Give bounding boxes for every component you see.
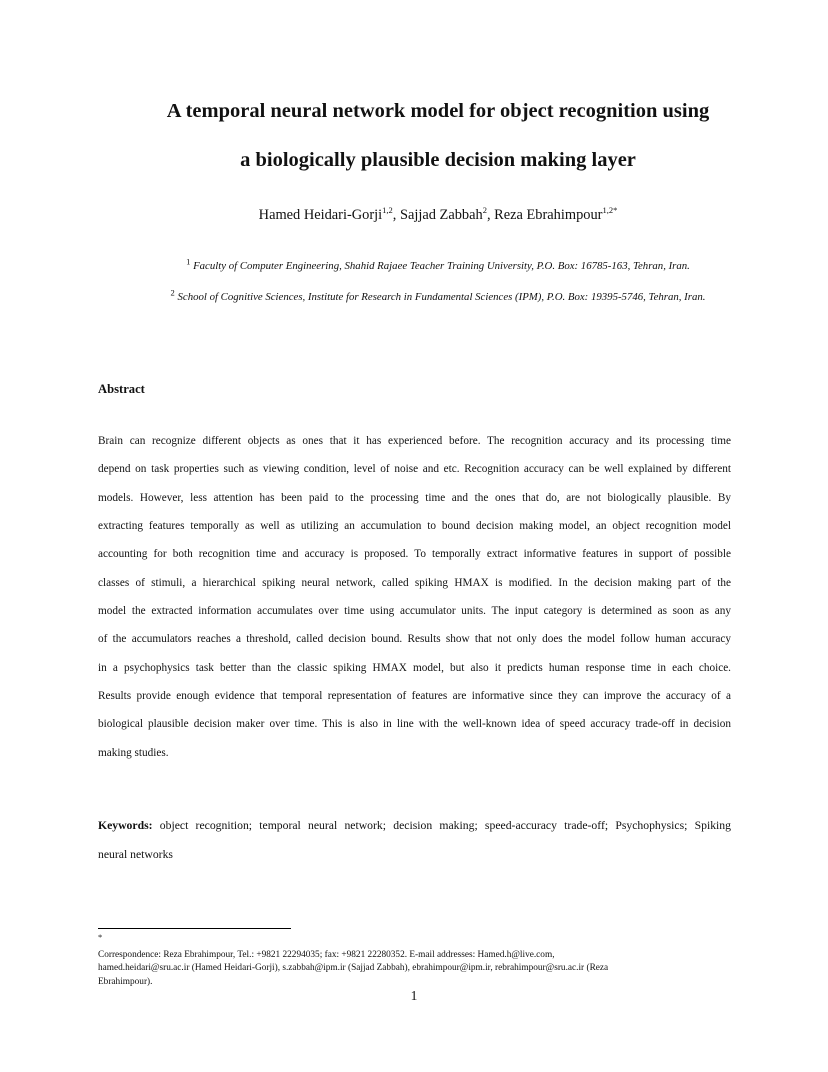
footnote-line: Ebrahimpour). [98,976,153,987]
keywords-block [98,812,731,869]
footnote-text: Correspondence: Reza Ebrahimpour, Tel.: +9821 22294035; fax: +9821 22280352. E-mail addresses: Hamed.h@live.com, [98,950,555,961]
abstract-line: in a psychophysics task better than the classic spiking HMAX model, but also it predicts human response time in each choice. [98,661,731,674]
abstract-line: of the accumulators reaches a threshold, called decision bound. Results show that not only does the model follow human accuracy [98,633,731,646]
correspondence-footnote [98,931,698,989]
abstract-line: models. However, less attention has been paid to the processing time and the ones that do, are not biologically plausible. By [98,491,731,504]
abstract-line: classes of stimuli, a hierarchical spiking neural network, called spiking HMAX is modified. In the decision making part of the [98,576,731,589]
affiliation-text: School of Cognitive Sciences, Institute for Research in Fundamental Sciences (IPM), P.O. Box: 19395-5746, Tehran, Iran. [177,291,706,303]
keywords-line-2: neural networks [98,847,173,861]
affiliation-mark: 1 [186,256,191,267]
abstract-body [98,427,731,767]
author-name: Hamed Heidari-Gorji [258,207,383,223]
abstract-line: biological plausible decision maker over time. This is also in line with the well-known idea of speed accuracy trade-off in decision [98,718,731,731]
abstract-line: extracting features temporally as well as utilizing an accumulation to bound decision making model, an object recognition model [98,520,731,533]
affiliation-text: Faculty of Computer Engineering, Shahid Rajaee Teacher Training University, P.O. Box: 16785-163, Tehran, Iran. [193,260,690,272]
author-affiliation-mark: 1,2 [382,205,393,216]
affiliation-2 [100,287,776,303]
paper-title-line-1: A temporal neural network model for object recognition using [166,100,710,122]
footnote-line: hamed.heidari@sru.ac.ir (Hamed Heidari-Gorji), s.zabbah@ipm.ir (Sajjad Zabbah), ebrahimpour@ipm.ir, rebrahimpour@sru.ac.ir (Reza [98,963,609,974]
footnote-separator [98,928,291,929]
author-name: Reza Ebrahimpour [494,207,603,223]
author-affiliation-mark: 2 [482,205,487,216]
abstract-line: accounting for both recognition time and accuracy is proposed. To temporally extract informative features in support of possible [98,548,731,561]
page-number: 1 [410,988,418,1003]
author-name: Sajjad Zabbah [399,207,483,223]
footnote-line [98,931,698,962]
abstract-heading: Abstract [98,382,145,396]
keywords-label: Keywords: [98,819,153,832]
abstract-line: depend on task properties such as viewing condition, level of noise and etc. Recognition accuracy can be well explained by different [98,463,731,476]
abstract-line: Brain can recognize different objects as ones that it has experienced before. The recognition accuracy and its processing time [98,435,731,447]
footnote-mark: * [98,931,103,942]
keywords-text: object recognition; temporal neural network; decision making; speed-accuracy trade-off; Psychophysics; Spiking [152,819,731,832]
paper-title-line-2: a biologically plausible decision making layer [240,149,636,171]
affiliation-1 [100,256,776,272]
abstract-line: model the extracted information accumulates over time using accumulator units. The input category is determined as soon as any [98,605,731,618]
keywords-line-1 [98,812,731,841]
affiliation-mark: 2 [170,287,175,298]
author-list: Hamed Heidari-Gorji$^{1,2}$, Sajjad Zabbah$^2$, Reza Ebrahimpour$^{1,2*}$ [258,205,618,223]
abstract-line: making studies. [98,746,169,759]
author-affiliation-mark: 1,2* [602,205,618,216]
abstract-line: Results provide enough evidence that temporal representation of features are informative since they can improve the accuracy of a [98,690,731,703]
